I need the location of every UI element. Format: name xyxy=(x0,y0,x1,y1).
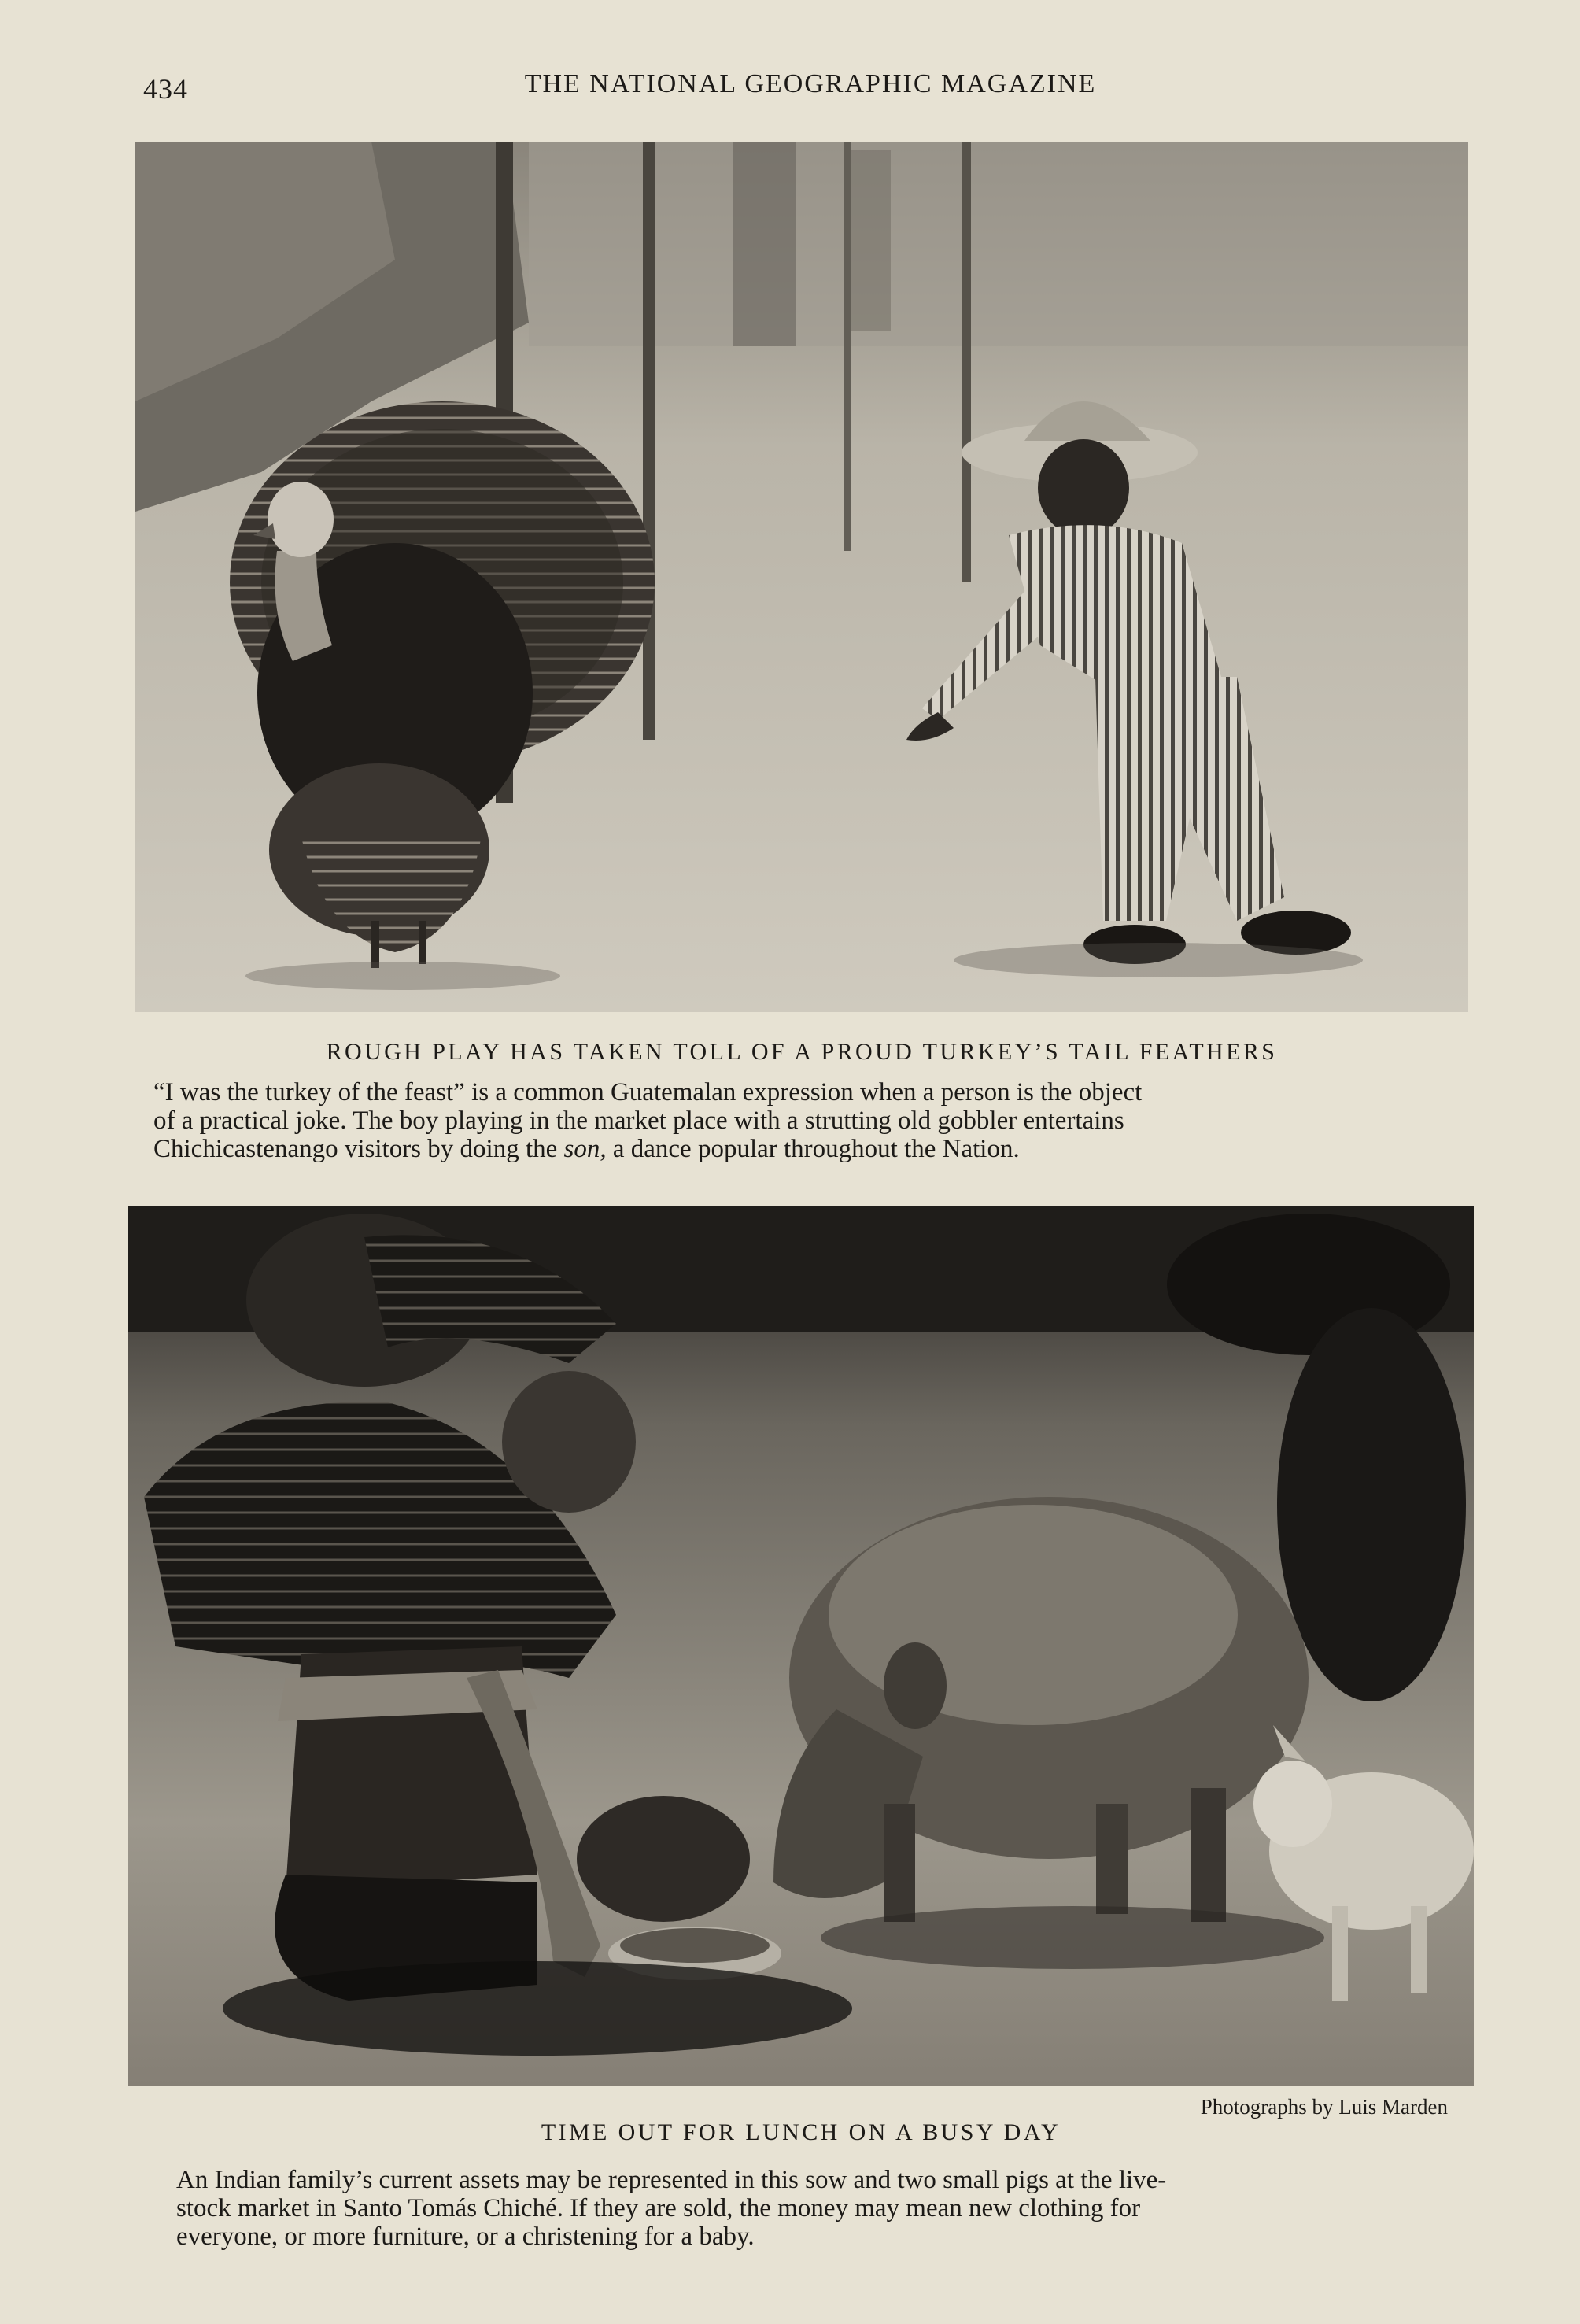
photo-credit: Photographs by Luis Marden xyxy=(1200,2095,1448,2119)
caption-line xyxy=(153,1135,1452,1163)
caption-line-text: Chichicastenango visitors by doing the xyxy=(153,1135,564,1163)
caption-line: of a practical joke. The boy playing in the market place with a strutting old gobbler entertains xyxy=(153,1107,1124,1135)
caption-body-turkey xyxy=(153,1078,1452,1163)
caption-line: stock market in Santo Tomás Chiché. If they are sold, the money may mean new clothing for xyxy=(176,2194,1141,2222)
caption-title-turkey: ROUGH PLAY HAS TAKEN TOLL OF A PROUD TURKEY’S TAIL FEATHERS xyxy=(326,1039,1278,1065)
caption-title-lunch: TIME OUT FOR LUNCH ON A BUSY DAY xyxy=(541,2119,1061,2145)
caption-line: everyone, or more furniture, or a christening for a baby. xyxy=(176,2222,755,2251)
caption-italic-word: son, xyxy=(563,1135,607,1163)
caption-body-lunch xyxy=(176,2166,1451,2251)
caption-line: An Indian family’s current assets may be represented in this sow and two small pigs at the live- xyxy=(176,2166,1167,2194)
caption-line: “I was the turkey of the feast” is a common Guatemalan expression when a person is the object xyxy=(153,1078,1143,1107)
page-number: 434 xyxy=(143,73,188,105)
photo-woman-feeding-pigs xyxy=(128,1206,1474,2086)
running-head: THE NATIONAL GEOGRAPHIC MAGAZINE xyxy=(524,69,1097,98)
caption-line-text: a dance popular throughout the Nation. xyxy=(606,1135,1020,1163)
photo-boy-and-turkey xyxy=(135,142,1468,1012)
